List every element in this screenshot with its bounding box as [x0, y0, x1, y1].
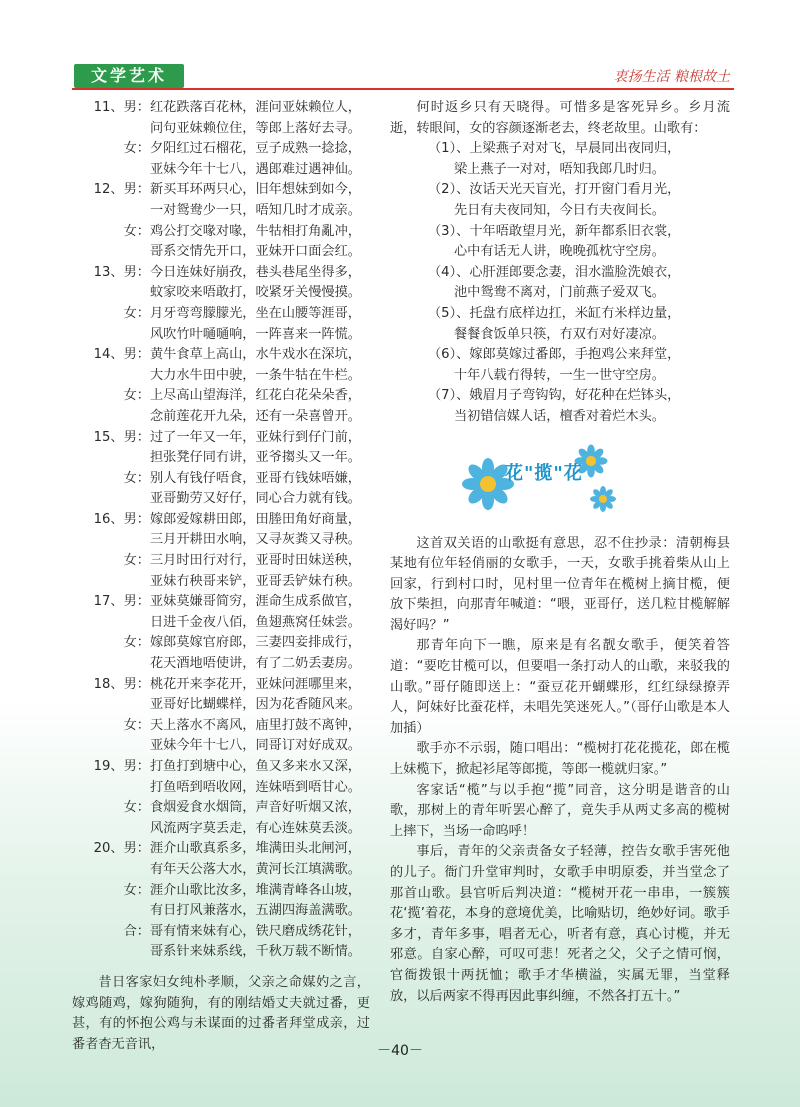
- verse-line: 嫁郎爱嫁耕田郎，田塍田角好商量，: [150, 511, 361, 527]
- verse-speaker: 20、男：: [93, 841, 150, 857]
- verse-row: [72, 428, 370, 449]
- verse-line: 哥有情来妹有心，铁尺磨成绣花针，: [150, 923, 361, 939]
- verse-line: 蚊家咬来唔敢打，咬紧牙关慢慢摸。: [150, 285, 361, 301]
- header-rule: [72, 88, 734, 90]
- verse-line: 新买耳环两只心，旧年想妹到如今，: [150, 182, 361, 198]
- verse-line: 别人有钱仔唔食，亚哥冇钱妹唔嫌，: [150, 470, 361, 486]
- verse-speaker: 女：: [123, 882, 150, 898]
- verse-speaker: 19、男：: [93, 759, 150, 774]
- verse-row: [72, 180, 370, 201]
- song-line: 池中鸳鸯不离对，门前燕子爱双飞。: [454, 285, 665, 301]
- song-line: 餐餐食饭单只筷，冇双冇对好凄凉。: [454, 326, 665, 342]
- verse-line: 食烟爱食水烟筒，声音好听烟又浓，: [150, 800, 361, 816]
- verse-speaker: 合：: [123, 923, 150, 939]
- verse-speaker: 女：: [123, 717, 150, 733]
- song-line: 梁上燕子一对对，唔知我郎几时归。: [454, 161, 665, 177]
- verse-speaker: 17、男：: [93, 594, 150, 610]
- verse-speaker: 女：: [123, 800, 150, 816]
- verse-row: [72, 922, 370, 943]
- verse-line: 问句亚妹赖位住，等郎上落好去寻。: [150, 120, 361, 136]
- song-line: （5）、托盘冇底样边扛，米缸冇米样边量，: [428, 305, 681, 321]
- verse-row: [72, 139, 370, 160]
- song-line: （7）、娥眉月子弯钩钩，好花种在烂钵头，: [428, 388, 681, 404]
- verse-line: 红花跌落百花林，涯问亚妹赖位人，: [150, 100, 361, 115]
- flower-center: [586, 455, 596, 465]
- verse-line: 月牙弯弯朦朦光，坐在山腰等涯哥，: [150, 305, 361, 321]
- verse-line: 桃花开来李花开，亚妹问涯哪里来，: [150, 676, 361, 692]
- verse-line: 花天酒地唔使讲，有了二奶丢妻房。: [150, 656, 361, 672]
- right-intro: 何时返乡只有天晓得。可惜多是客死异乡。乡月流逝，转眼间，女的容颜逐渐老去，终老故里。山歌有：: [390, 100, 730, 136]
- story-paragraph: 事后，青年的父亲责备女子轻薄，控告女歌手害死他的儿子。衙门升堂审判时，女歌手申明原委，并当堂念了那首山歌。县官听后判决道：“榄树开花一串串，一簇簇花‘揽’着花，本身的意境优美，比喻贴切，绝妙好词。歌手多才，青年多事，唱者无心，听者有意，真心讨榄，并无邪意。自家心醉，可叹可悲！死者之父，父子之情可悯，官衙拨银十两抚恤；歌手才华横溢，实属无罪，当堂释放，以后两家不得再因此事纠缠，不然各打五十。”: [390, 844, 730, 1004]
- verse-line: 鸡公打交喙对喙，牛牯相打角亂冲，: [150, 223, 361, 239]
- verse-line: 过了一年又一年，亚妹行到仔门前，: [150, 429, 361, 445]
- song-line: 先日有夫夜同知，今日冇夫夜间长。: [454, 202, 665, 218]
- song-line: （6）、嫁郎莫嫁过番郎，手抱鸡公来拜堂，: [428, 347, 681, 363]
- verse-line: 日进千金夜八佰，鱼翅燕窝任妹尝。: [150, 614, 361, 630]
- verse-line: 黄牛食草上高山，水牛戏水在深坑，: [150, 347, 361, 363]
- story-paragraph: 歌手亦不示弱，随口唱出：“榄树打花花揽花，郎在榄上妹榄下，掀起衫尾等郎揽，等郎一榄就归家。”: [390, 741, 730, 778]
- verse-line: 涯介山歌比汝多，堆满青峰各山坡，: [150, 882, 361, 898]
- verse-line: 有日打风兼落水，五湖四海盖满歌。: [150, 903, 361, 919]
- verse-line: 亚妹今年十七八，同哥订对好成双。: [150, 738, 361, 754]
- verse-line: 亚妹莫嫌哥简穷，涯命生成系做官，: [150, 594, 361, 610]
- verse-line: 风吹竹叶嗵嗵响，一阵喜来一阵慌。: [150, 326, 361, 342]
- verse-speaker: 13、男：: [93, 264, 150, 280]
- verse-row: [72, 510, 370, 531]
- verse-line: 担张凳仔同冇讲，亚爷搊头又一年。: [150, 450, 361, 466]
- verse-line: 亚哥勤劳又好仔，同心合力就有钱。: [150, 491, 361, 507]
- verse-speaker: 女：: [123, 635, 150, 651]
- verse-row: [72, 386, 370, 407]
- left-column: [72, 98, 370, 1055]
- song-line: 十年八载冇得转，一生一世守空房。: [454, 367, 665, 383]
- story-paragraphs: [390, 534, 730, 1008]
- story-paragraph: 那青年向下一瞧，原来是有名靓女歌手，便笑着答道：“要吃甘榄可以，但要唱一条打动人的山歌，来驳我的山歌。”哥仔随即送上：“蚕豆花开蝴蝶形，红红绿绿撩弄人，阿妹好比蚕花样，未唱先笑迷死人。”（哥仔山歌是本人加插）: [390, 638, 730, 736]
- verse-line: 打鱼唔到唔收网，连妹唔到唔甘心。: [150, 779, 361, 795]
- verse-line: 哥系交情先开口，亚妹开口面会红。: [150, 244, 361, 260]
- verse-line: 亚妹今年十七八，遇郎难过遇神仙。: [150, 161, 361, 177]
- verse-line: 亚哥好比蝴蝶样，因为花香随风来。: [150, 697, 361, 713]
- verse-speaker: 女：: [123, 223, 150, 239]
- verse-row: [72, 757, 370, 778]
- verse-line: 三月时田行对行，亚哥时田妹送秧，: [150, 553, 361, 569]
- right-column: [390, 98, 730, 1007]
- verse-speaker: 12、男：: [93, 182, 150, 198]
- verse-line: 夕阳红过石榴花，豆子成熟一捻捻，: [150, 141, 361, 157]
- song-line: （4）、心肝涯郎要念妻，泪水滥脸洗娘衣，: [428, 264, 681, 280]
- verse-speaker: 11、男：: [93, 100, 150, 115]
- verse-line: 涯介山歌真系多，堆满田头北闸河，: [150, 841, 361, 857]
- verse-row: [72, 98, 370, 119]
- verse-row: [72, 263, 370, 284]
- verse-row: [72, 304, 370, 325]
- flower-icon: [588, 484, 618, 514]
- verse-row: [72, 592, 370, 613]
- section-banner: [390, 432, 730, 526]
- story-paragraph: 客家话“榄”与以手抱“揽”同音，这分明是谐音的山歌，那树上的青年听罢心醉了，竟失手从两丈多高的榄树上摔下，当场一命呜呼！: [390, 782, 730, 839]
- verse-row: [72, 881, 370, 902]
- verse-row: [72, 345, 370, 366]
- verse-line: 上尽高山望海洋，红花白花朵朵香，: [150, 388, 361, 404]
- verse-line: 有年天公落大水，黄河长江填满歌。: [150, 861, 361, 877]
- song-line: （3）、十年唔敢望月光，新年都系旧衣裳，: [428, 223, 681, 239]
- page-number: －40－: [377, 1043, 423, 1059]
- verse-speaker: 18、男：: [93, 676, 150, 692]
- verse-line: 打鱼打到塘中心，鱼又多来水又深，: [150, 759, 361, 774]
- verse-line: 亚妹冇秧哥来铲，亚哥丢铲妹冇秧。: [150, 573, 361, 589]
- verse-speaker: 女：: [123, 141, 150, 157]
- verse-line: 三月开耕田水响，又寻灰粪又寻秧。: [150, 532, 361, 548]
- song-line: （1）、上梁燕子对对飞，早晨同出夜同归，: [428, 141, 681, 157]
- verse-line: 今日连妹好崩孜，巷头巷尾坐得多，: [150, 264, 361, 280]
- song-list: [390, 139, 730, 427]
- verse-speaker: 16、男：: [93, 511, 150, 527]
- verse-speaker: 女：: [123, 553, 150, 569]
- verse-speaker: 14、男：: [93, 347, 150, 363]
- verse-row: [72, 675, 370, 696]
- verse-line: 大力水牛田中驶，一条牛牯在牛栏。: [150, 367, 361, 383]
- verse-line: 一对鸳鸯少一只，唔知几时才成亲。: [150, 202, 361, 218]
- verse-row: [72, 469, 370, 490]
- verse-speaker: 女：: [123, 305, 150, 321]
- story-paragraph: 这首双关语的山歌挺有意思，忍不住抄录：清朝梅县某地有位年轻俏丽的女歌手，一天，女歌手挑着柴从山上回家，行到村口时，见村里一位青年在榄树上摘甘榄，便放下柴担，向那青年喊道：“喂，亚哥仔，送几粒甘榄解解渴好吗？”: [390, 535, 730, 633]
- verse-speaker: 女：: [123, 470, 150, 486]
- banner-title: 花"揽"花: [505, 462, 583, 484]
- song-line: 当初错信媒人话，檀香对着烂木头。: [454, 408, 665, 424]
- verse-line: 风流两字莫丢走，有心连妹莫丢淡。: [150, 820, 361, 836]
- verse-list: [72, 98, 370, 963]
- song-line: 心中有话无人讲，晚晚孤枕守空房。: [454, 244, 665, 260]
- flower-center: [480, 476, 496, 492]
- verse-row: [72, 798, 370, 819]
- running-title: 衷扬生活 粮根故土: [613, 69, 730, 85]
- verse-speaker: 女：: [123, 388, 150, 404]
- verse-line: 嫁郎莫嫁官府郎，三妻四妾排成行，: [150, 635, 361, 651]
- verse-line: 天上落水不离风，庙里打鼓不离钟，: [150, 717, 361, 733]
- verse-row: [72, 633, 370, 654]
- flower-center: [599, 495, 607, 503]
- verse-row: [72, 716, 370, 737]
- verse-row: [72, 839, 370, 860]
- verse-line: 念前莲花开九朵，还有一朵喜曾开。: [150, 408, 361, 424]
- verse-line: 哥系针来妹系线，千秋万载不断情。: [150, 944, 361, 960]
- section-tag: 文学艺术: [74, 64, 184, 88]
- verse-row: [72, 551, 370, 572]
- left-prose: 昔日客家妇女纯朴孝顺，父亲之命媒妁之言，嫁鸡随鸡，嫁狗随狗，有的刚结婚丈夫就过番，更甚，有的怀抱公鸡与未谋面的过番者拜堂成亲，过番者杳无音讯，: [72, 974, 370, 1052]
- verse-speaker: 15、男：: [93, 429, 150, 445]
- verse-row: [72, 222, 370, 243]
- song-line: （2）、汝话天光天盲光，打开窗门看月光，: [428, 182, 681, 198]
